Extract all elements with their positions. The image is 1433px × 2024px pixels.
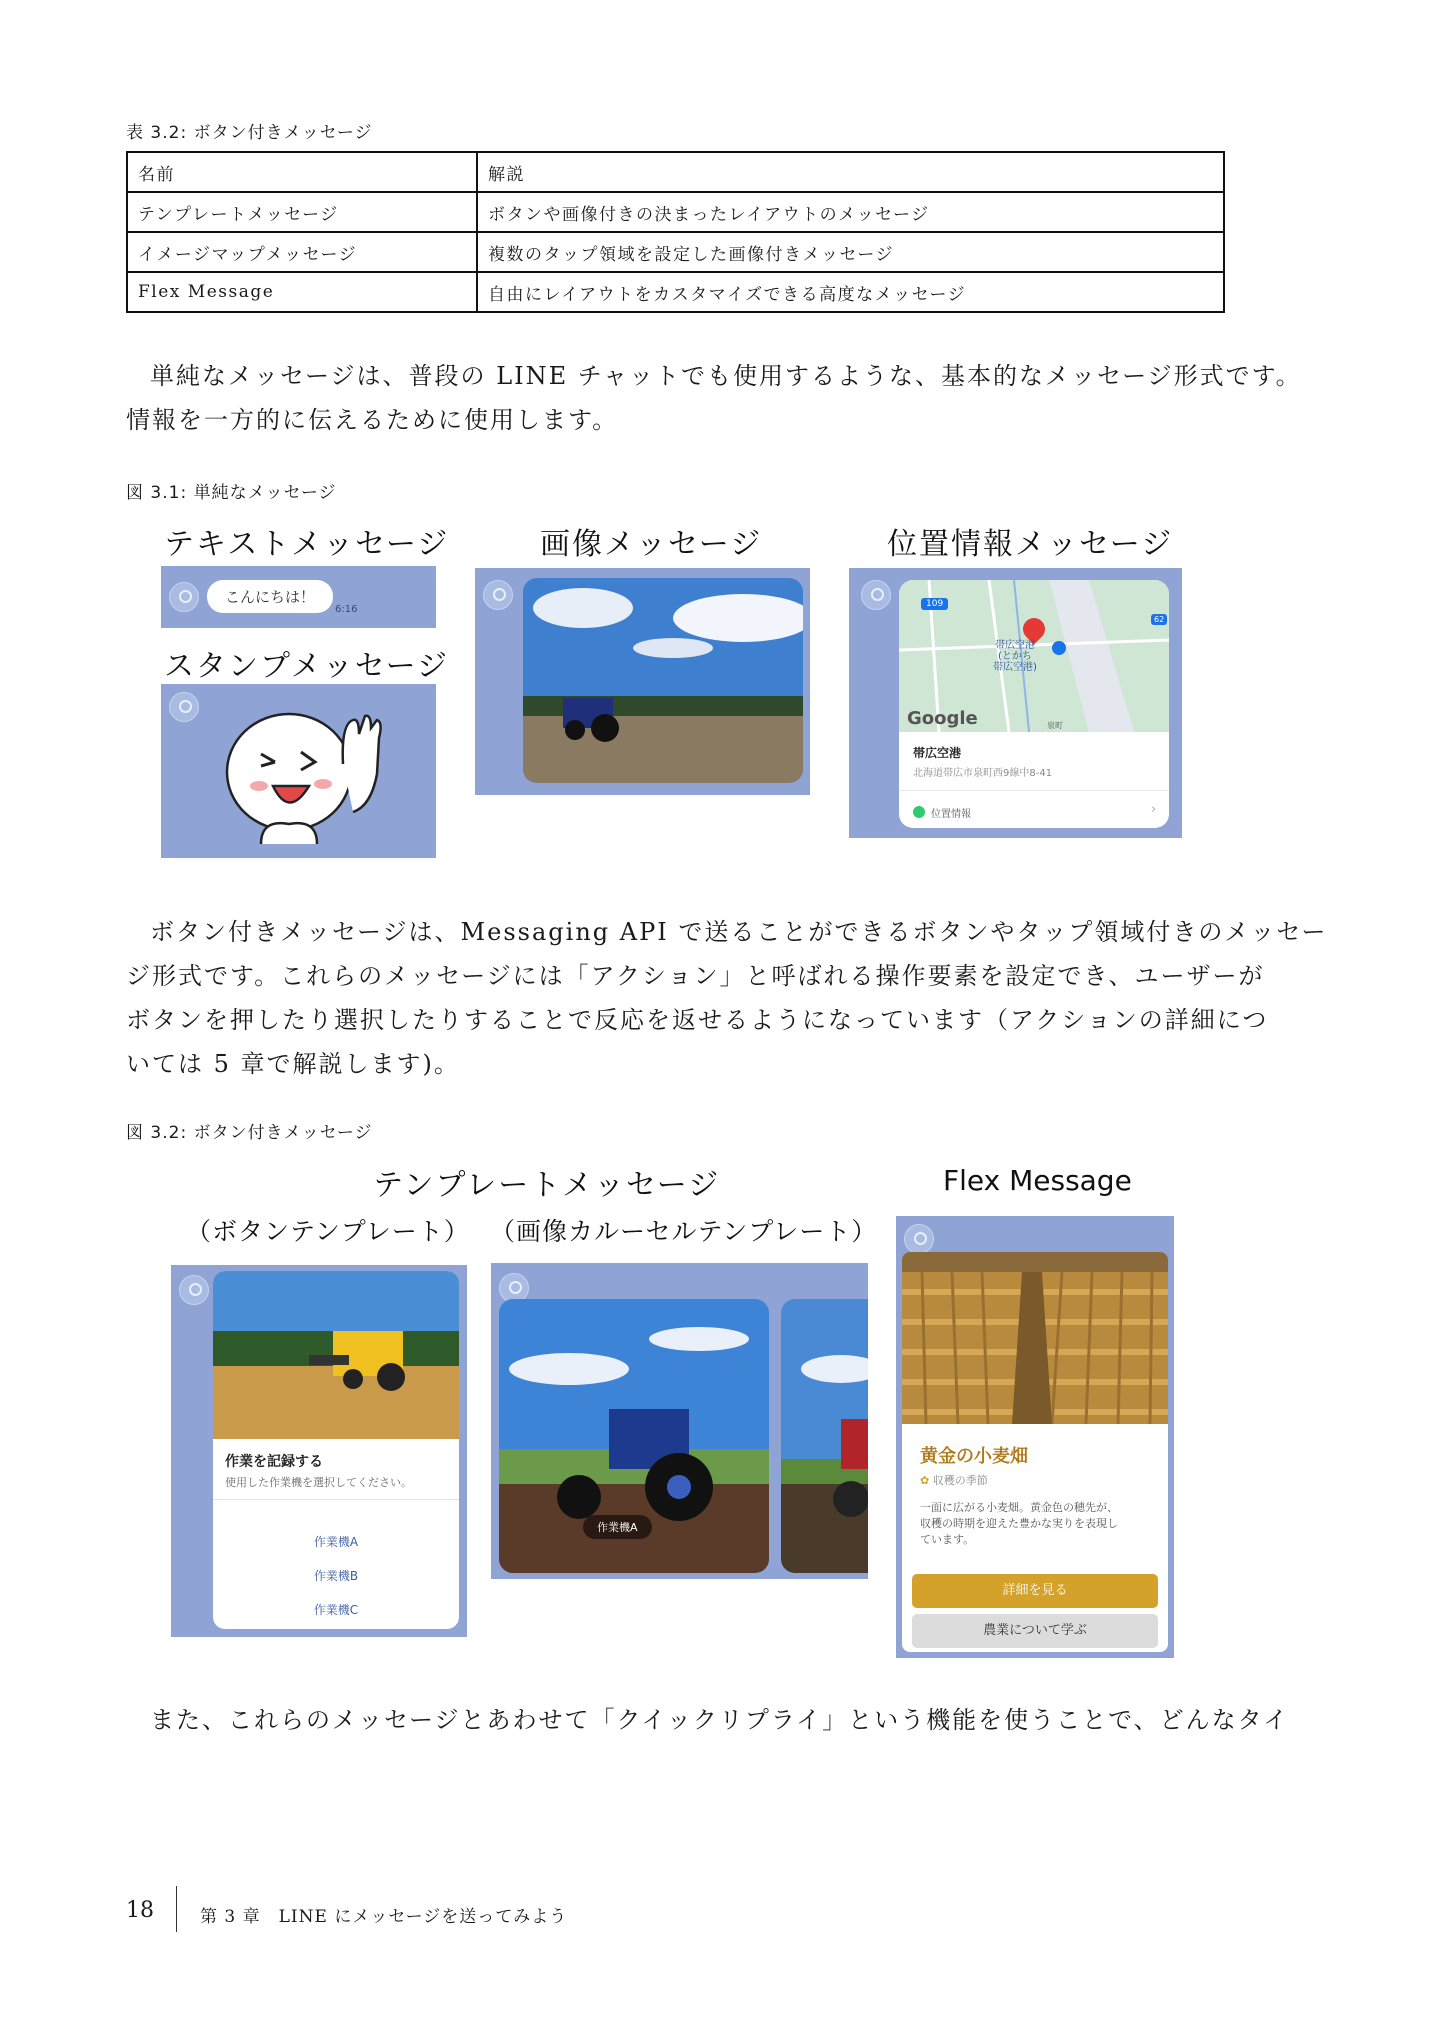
button-template-screenshot	[171, 1265, 467, 1637]
table-row	[127, 272, 1224, 312]
divider	[213, 1499, 459, 1500]
chat-bubble: こんにちは！	[207, 580, 333, 613]
table-caption: 表 3.2: ボタン付きメッセージ	[126, 123, 373, 143]
body-text: ボタンを押したり選択したりすることで反応を返せるようになっています（アクションの詳細につ	[126, 1006, 1269, 1034]
page-number: 18	[126, 1898, 154, 1923]
flex-message-screenshot	[896, 1216, 1174, 1658]
location-address: 北海道帯広市泉町西9線中8-41	[913, 768, 1053, 779]
body-text: いては 5 章で解説します)。	[126, 1050, 460, 1078]
field-photo	[523, 578, 803, 783]
body-text: 単純なメッセージは、普段の LINE チャットでも使用するような、基本的なメッセージ形式です。	[150, 362, 1302, 390]
table-cell: 複数のタップ領域を設定した画像付きメッセージ	[477, 232, 1224, 272]
map-place-label: 泉町	[1047, 721, 1063, 730]
wheat-icon: ✿	[920, 1474, 930, 1487]
card-text: 使用した作業機を選択してください。	[225, 1476, 412, 1489]
wheat-field-photo	[902, 1252, 1168, 1424]
flex-subtitle-text: 収穫の季節	[932, 1474, 988, 1487]
flex-message-label: Flex Message	[943, 1164, 1132, 1197]
timestamp: 6:16	[335, 604, 358, 615]
body-text: ボタン付きメッセージは、Messaging API で送ることができるボタンやタップ領域付きのメッセー	[150, 918, 1328, 946]
body-text: また、これらのメッセージとあわせて「クイックリプライ」という機能を使うことで、どんなタイ	[150, 1706, 1290, 1734]
stamp-message-label: スタンプメッセージ	[164, 649, 449, 684]
stamp-message-screenshot	[161, 684, 436, 858]
carousel-next-photo[interactable]	[781, 1299, 868, 1573]
table-cell: イメージマップメッセージ	[127, 232, 477, 272]
location-message-screenshot	[849, 568, 1182, 838]
table-cell: 解説	[477, 152, 1224, 192]
flex-body-line: ています。	[920, 1533, 975, 1546]
sticker-image	[221, 694, 391, 854]
image-message-screenshot	[475, 568, 810, 795]
avatar	[169, 582, 199, 612]
location-card	[899, 580, 1169, 828]
divider	[899, 790, 1169, 791]
map-place-label: 帯広空港 (とかち 帯広空港)	[993, 640, 1037, 673]
table-cell: 名前	[127, 152, 477, 192]
chevron-right-icon: ›	[1151, 802, 1157, 817]
harvester-photo	[213, 1271, 459, 1439]
google-logo: Google	[907, 708, 978, 729]
footer-divider	[176, 1886, 177, 1932]
flex-body-line: 一面に広がる小麦畑。黄金色の穂先が、	[920, 1501, 1118, 1514]
action-button-c[interactable]: 作業機C	[313, 1603, 359, 1617]
text-message-screenshot	[161, 566, 436, 628]
avatar	[483, 580, 513, 610]
location-message-label: 位置情報メッセージ	[887, 527, 1174, 562]
running-footer: 第 3 章 LINE にメッセージを送ってみよう	[200, 1907, 568, 1927]
table-row	[127, 232, 1224, 272]
image-message-label: 画像メッセージ	[540, 527, 763, 562]
button-template-label: （ボタンテンプレート）	[186, 1217, 470, 1246]
flex-title: 黄金の小麦畑	[920, 1446, 1028, 1467]
carousel-template-label: （画像カルーセルテンプレート）	[490, 1217, 878, 1246]
message-types-table	[126, 151, 1225, 313]
text-message-label: テキストメッセージ	[164, 527, 450, 562]
route-sign: 62	[1151, 614, 1167, 625]
learn-farming-button[interactable]: 農業について学ぶ	[912, 1614, 1158, 1648]
table-row	[127, 152, 1224, 192]
figure-caption: 図 3.2: ボタン付きメッセージ	[126, 1123, 373, 1143]
button-template-card	[213, 1271, 459, 1629]
figure-caption: 図 3.1: 単純なメッセージ	[126, 483, 337, 503]
body-text: ジ形式です。これらのメッセージには「アクション」と呼ばれる操作要素を設定でき、ユーザーが	[126, 962, 1265, 990]
body-text: 情報を一方的に伝えるために使用します。	[126, 406, 619, 434]
carousel-template-screenshot	[491, 1263, 868, 1579]
route-sign: 109	[921, 598, 948, 610]
action-button-b[interactable]: 作業機B	[313, 1569, 359, 1583]
location-icon	[913, 806, 925, 818]
avatar	[861, 580, 891, 610]
card-title: 作業を記録する	[225, 1454, 323, 1470]
avatar	[179, 1275, 209, 1305]
details-button[interactable]: 詳細を見る	[912, 1574, 1158, 1608]
template-message-label: テンプレートメッセージ	[373, 1168, 721, 1203]
table-cell: ボタンや画像付きの決まったレイアウトのメッセージ	[477, 192, 1224, 232]
location-footer-label: 位置情報	[931, 809, 971, 820]
carousel-item-label[interactable]: 作業機A	[583, 1515, 652, 1539]
table-row	[127, 192, 1224, 232]
table-cell: テンプレートメッセージ	[127, 192, 477, 232]
table-cell: 自由にレイアウトをカスタマイズできる高度なメッセージ	[477, 272, 1224, 312]
action-button-a[interactable]: 作業機A	[313, 1535, 359, 1549]
avatar	[904, 1224, 934, 1254]
flex-body	[920, 1500, 1118, 1548]
flex-body-line: 収穫の時期を迎えた豊かな実りを表現し	[920, 1517, 1118, 1530]
avatar	[169, 692, 199, 722]
location-title: 帯広空港	[913, 746, 962, 760]
flex-subtitle	[920, 1472, 988, 1488]
flex-card	[902, 1252, 1168, 1652]
table-cell: Flex Message	[127, 272, 477, 312]
